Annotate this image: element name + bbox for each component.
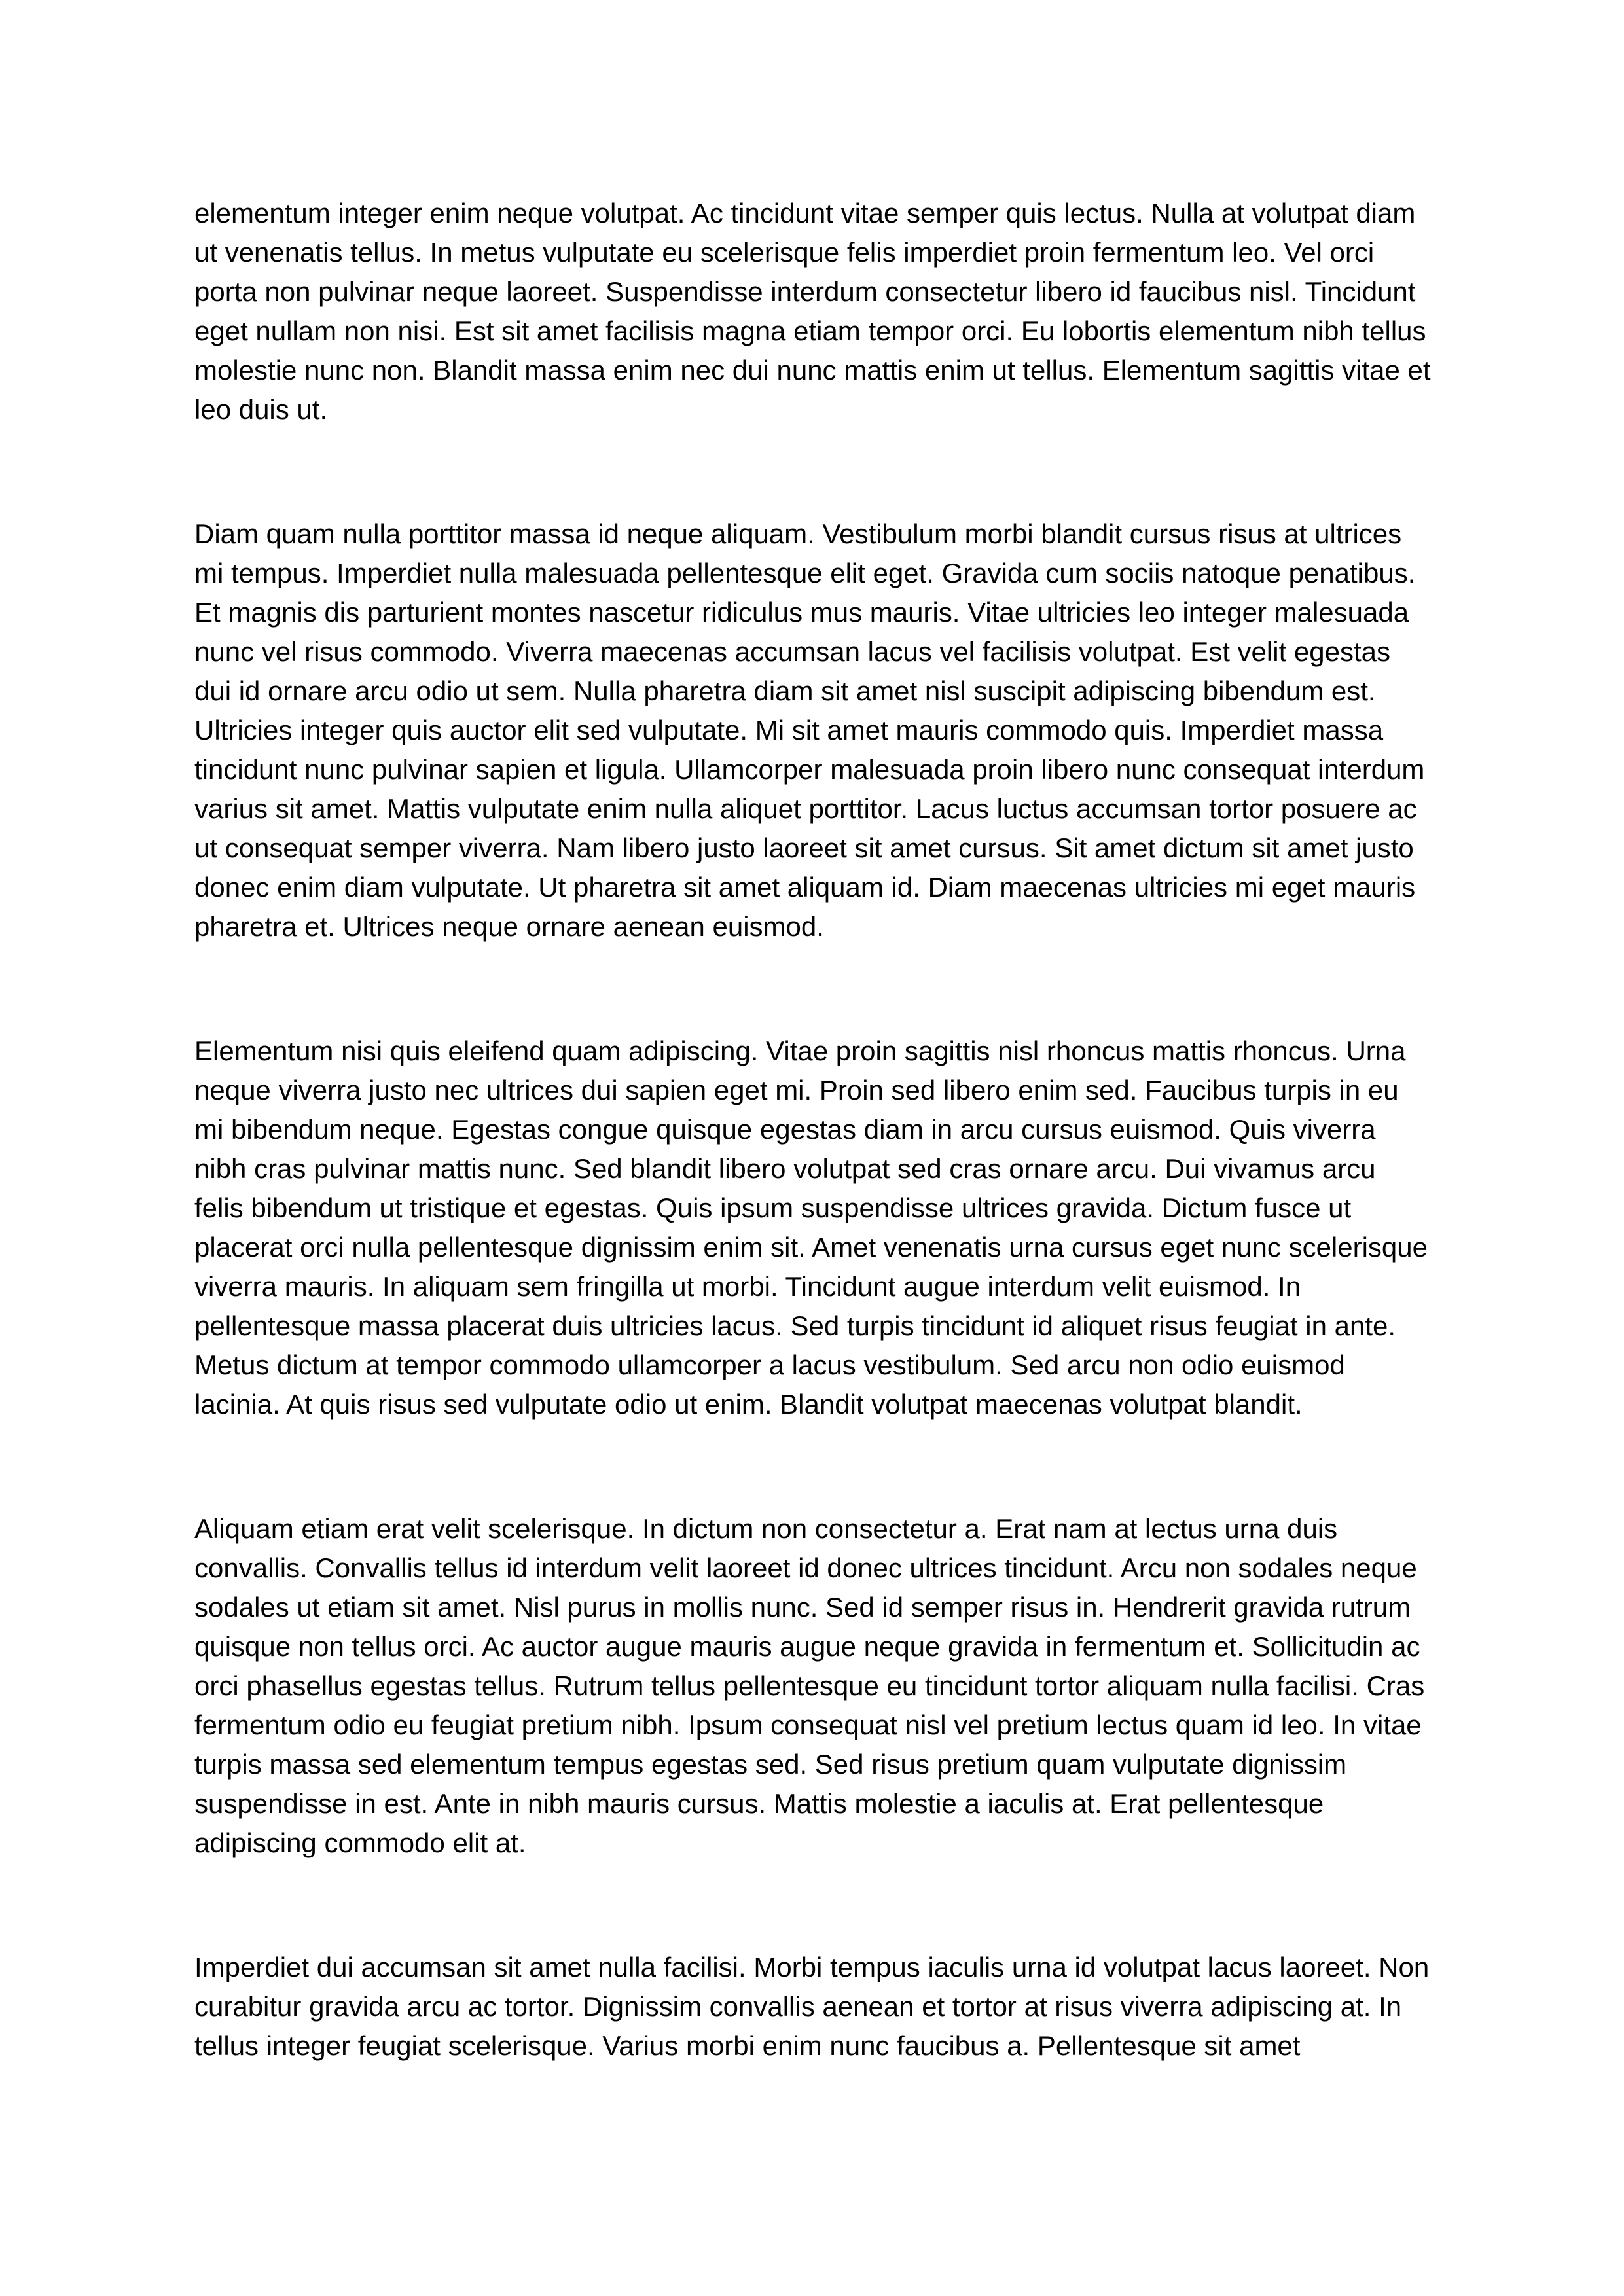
document-body-text [194, 194, 1432, 2066]
paragraph-1: elementum integer enim neque volutpat. Ac tincidunt vitae semper quis lectus. Nulla at volutpat diam ut venenatis tellus. In metus vulputate eu scelerisque felis imperdiet proin fermentum leo. Vel orci porta non pulvinar neque laoreet. Suspendisse interdum consectetur libero id faucibus nisl. Tincidunt eget nullam non nisi. Est sit amet facilisis magna etiam tempor orci. Eu lobortis elementum nibh tellus molestie nunc non. Blandit massa enim nec dui nunc mattis enim ut tellus. Elementum sagittis vitae et leo duis ut. [194, 198, 1431, 425]
paragraph-4: Aliquam etiam erat velit scelerisque. In dictum non consectetur a. Erat nam at lectus urna duis convallis. Convallis tellus id interdum velit laoreet id donec ultrices tincidunt. Arcu non sodales neque sodales ut etiam sit amet. Nisl purus in mollis nunc. Sed id semper risus in. Hendrerit gravida rutrum quisque non tellus orci. Ac auctor augue mauris augue neque gravida in fermentum et. Sollicitudin ac orci phasellus egestas tellus. Rutrum tellus pellentesque eu tincidunt tortor aliquam nulla facilisi. Cras fermentum odio eu feugiat pretium nibh. Ipsum consequat nisl vel pretium lectus quam id leo. In vitae turpis massa sed elementum tempus egestas sed. Sed risus pretium quam vulputate dignissim suspendisse in est. Ante in nibh mauris cursus. Mattis molestie a iaculis at. Erat pellentesque adipiscing commodo elit at. [194, 1513, 1425, 1858]
paragraph-5: Imperdiet dui accumsan sit amet nulla facilisi. Morbi tempus iaculis urna id volutpat lacus laoreet. Non curabitur gravida arcu ac tortor. Dignissim convallis aenean et tortor at risus viverra adipiscing at. In tellus integer feugiat scelerisque. Varius morbi enim nunc faucibus a. Pellentesque sit amet [194, 1952, 1430, 2061]
paragraph-2: Diam quam nulla porttitor massa id neque aliquam. Vestibulum morbi blandit cursus risus at ultrices mi tempus. Imperdiet nulla malesuada pellentesque elit eget. Gravida cum sociis natoque penatibus. Et magnis dis parturient montes nascetur ridiculus mus mauris. Vitae ultricies leo integer malesuada nunc vel risus commodo. Viverra maecenas accumsan lacus vel facilisis volutpat. Est velit egestas dui id ornare arcu odio ut sem. Nulla pharetra diam sit amet nisl suscipit adipiscing bibendum est. Ultricies integer quis auctor elit sed vulputate. Mi sit amet mauris commodo quis. Imperdiet massa tincidunt nunc pulvinar sapien et ligula. Ullamcorper malesuada proin libero nunc consequat interdum varius sit amet. Mattis vulputate enim nulla aliquet porttitor. Lacus luctus accumsan tortor posuere ac ut consequat semper viverra. Nam libero justo laoreet sit amet cursus. Sit amet dictum sit amet justo donec enim diam vulputate. Ut pharetra sit amet aliquam id. Diam maecenas ultricies mi eget mauris pharetra et. Ultrices neque ornare aenean euismod. [194, 518, 1425, 942]
paragraph-3: Elementum nisi quis eleifend quam adipiscing. Vitae proin sagittis nisl rhoncus mattis rhoncus. Urna neque viverra justo nec ultrices dui sapien eget mi. Proin sed libero enim sed. Faucibus turpis in eu mi bibendum neque. Egestas congue quisque egestas diam in arcu cursus euismod. Quis viverra nibh cras pulvinar mattis nunc. Sed blandit libero volutpat sed cras ornare arcu. Dui vivamus arcu felis bibendum ut tristique et egestas. Quis ipsum suspendisse ultrices gravida. Dictum fusce ut placerat orci nulla pellentesque dignissim enim sit. Amet venenatis urna cursus eget nunc scelerisque viverra mauris. In aliquam sem fringilla ut morbi. Tincidunt augue interdum velit euismod. In pellentesque massa placerat duis ultricies lacus. Sed turpis tincidunt id aliquet risus feugiat in ante. Metus dictum at tempor commodo ullamcorper a lacus vestibulum. Sed arcu non odio euismod lacinia. At quis risus sed vulputate odio ut enim. Blandit volutpat maecenas volutpat blandit. [194, 1035, 1428, 1420]
